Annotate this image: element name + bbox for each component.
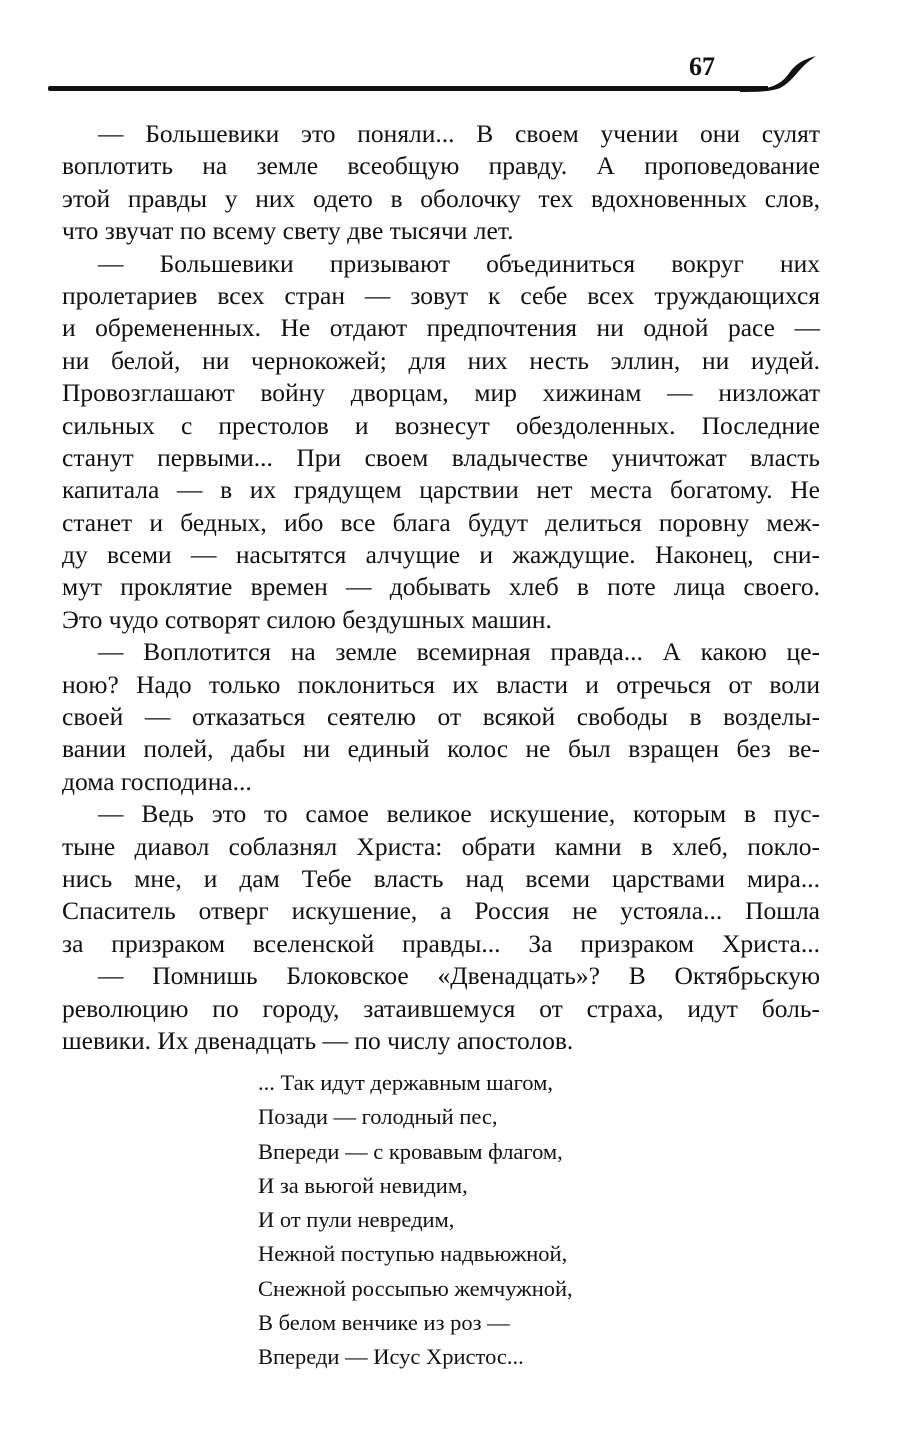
poem-quote xyxy=(258,1066,573,1375)
text-line-content: мут проклятие времен — добывать хлеб в поте лица своего. xyxy=(62,572,820,602)
text-line-content: капитала — в их грядущем царствии нет места богатому. Не xyxy=(62,475,820,505)
text-line-content: этой правды у них одето в оболочку тех вдохновенных слов, xyxy=(62,183,820,213)
poem-line: ... Так идут державным шагом, xyxy=(258,1070,553,1095)
text-line-content: нись мне, и дам Тебе власть над всеми царствами мира... xyxy=(62,863,820,893)
text-line-content: станет и бедных, ибо все блага будут делиться поровну меж- xyxy=(62,507,820,537)
text-line-content: — Помнишь Блоковское «Двенадцать»? В Октябрьскую xyxy=(98,961,820,991)
text-line xyxy=(62,507,820,539)
text-line-content: — Большевики призывают объединиться вокруг них xyxy=(98,248,820,278)
text-line-content: дома господина... xyxy=(62,766,252,796)
paragraph xyxy=(62,798,820,960)
header-rule xyxy=(48,86,768,91)
text-line-content: Провозглашают войну дворцам, мир хижинам — низложат xyxy=(62,378,820,408)
text-line xyxy=(62,669,820,701)
text-line-content: Это чудо сотворят силою бездушных машин. xyxy=(62,604,552,634)
text-line xyxy=(62,377,820,409)
text-line xyxy=(62,312,820,344)
paragraph xyxy=(62,248,820,637)
text-line xyxy=(62,280,820,312)
text-line xyxy=(62,150,820,182)
text-line xyxy=(62,733,820,765)
text-line-content: — Ведь это то самое великое искушение, которым в пус- xyxy=(98,799,820,829)
poem-line: В белом венчике из роз — xyxy=(258,1310,510,1336)
text-line-content: за призраком вселенской правды... За призраком Христа... xyxy=(62,928,820,958)
text-line xyxy=(62,410,820,442)
poem-line: Нежной поступью надвьюжной, xyxy=(258,1241,568,1267)
text-line xyxy=(62,960,820,992)
paragraph xyxy=(62,636,820,798)
body-text xyxy=(62,118,820,1057)
text-line-content: своей — отказаться сеятелю от всякой свободы в возделы- xyxy=(62,702,820,732)
text-line xyxy=(62,993,820,1025)
text-line xyxy=(62,863,820,895)
text-line xyxy=(62,442,820,474)
text-line-content: ду всеми — насытятся алчущие и жаждущие. Наконец, сни- xyxy=(62,540,820,570)
text-line-content: и обремененных. Не отдают предпочтения ни одной расе — xyxy=(62,313,820,343)
text-line xyxy=(62,539,820,571)
text-line-content: воплотить на земле всеобщую правду. А проповедование xyxy=(62,151,820,181)
text-line xyxy=(62,1025,820,1057)
poem-line: Позади — голодный пес, xyxy=(258,1104,498,1130)
text-line-content: что звучат по всему свету две тысячи лет. xyxy=(62,216,514,246)
text-line xyxy=(62,118,820,150)
poem-line: И от пули невредим, xyxy=(258,1207,455,1233)
text-line xyxy=(62,248,820,280)
header-swash-ornament xyxy=(740,52,820,94)
text-line-content: тыне диавол соблазнял Христа: обрати камни в хлеб, покло- xyxy=(62,831,820,861)
text-line xyxy=(62,571,820,603)
text-line xyxy=(62,604,820,636)
poem-line: И за вьюгой невидим, xyxy=(258,1172,468,1198)
text-line xyxy=(62,474,820,506)
paragraph xyxy=(62,118,820,248)
text-line xyxy=(62,701,820,733)
text-line-content: шевики. Их двенадцать — по числу апостолов. xyxy=(62,1025,574,1055)
text-line xyxy=(62,831,820,863)
text-line-content: ною? Надо только поклониться их власти и отречься от воли xyxy=(62,669,820,699)
text-line xyxy=(62,183,820,215)
text-line-content: пролетариев всех стран — зовут к себе всех труждающихся xyxy=(62,280,820,310)
text-line-content: станут первыми... При своем владычестве уничтожат власть xyxy=(62,442,820,472)
text-line-content: Спаситель отверг искушение, а Россия не устояла... Пошла xyxy=(62,896,820,926)
poem-line: Впереди — с кровавым флагом, xyxy=(258,1138,563,1164)
text-line xyxy=(62,636,820,668)
paragraph xyxy=(62,960,820,1057)
text-line-content: — Большевики это поняли... В своем учении они сулят xyxy=(98,119,820,148)
poem-line: Снежной россыпью жемчужной, xyxy=(258,1275,573,1301)
page-number: 67 xyxy=(689,52,715,81)
text-line xyxy=(62,798,820,830)
text-line xyxy=(62,215,820,247)
text-line xyxy=(62,345,820,377)
text-line-content: революцию по городу, затаившемуся от страха, идут боль- xyxy=(62,993,820,1023)
text-line xyxy=(62,895,820,927)
text-line-content: — Воплотится на земле всемирная правда... А какою це- xyxy=(98,637,820,667)
text-line xyxy=(62,928,820,960)
poem-line: Впереди — Исус Христос... xyxy=(258,1344,524,1370)
text-line-content: ни белой, ни чернокожей; для них несть эллин, ни иудей. xyxy=(62,345,820,375)
text-line-content: вании полей, дабы ни единый колос не был взращен без ве- xyxy=(62,734,820,764)
text-line xyxy=(62,766,820,798)
text-line-content: сильных с престолов и вознесут обездоленных. Последние xyxy=(62,410,820,440)
